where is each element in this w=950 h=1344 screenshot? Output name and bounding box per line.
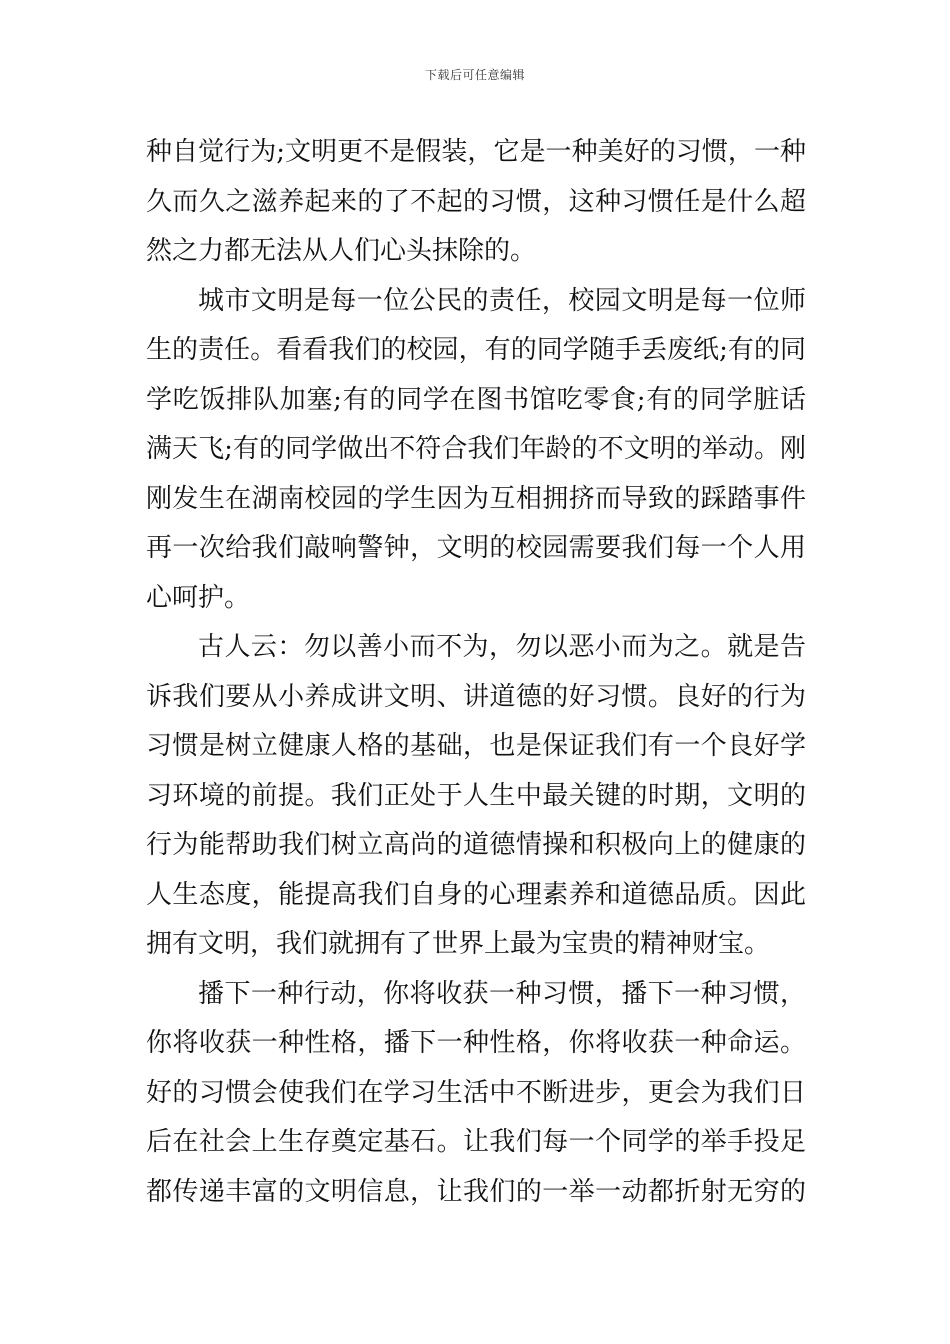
text-line: 满天飞;有的同学做出不符合我们年龄的不文明的举动。刚 [146, 434, 806, 464]
text-line: 种自觉行为;文明更不是假装，它是一种美好的习惯，一种 [146, 137, 806, 167]
text-line: 播下一种行动，你将收获一种习惯，播下一种习惯， [198, 978, 806, 1009]
page-header: 下载后可任意编辑 [424, 68, 525, 82]
text-line: 习环境的前提。我们正处于人生中最关键的时期，文明的 [146, 780, 806, 811]
text-line: 久而久之滋养起来的了不起的习惯，这种习惯任是什么超 [146, 186, 806, 217]
text-line: 习惯是树立健康人格的基础，也是保证我们有一个良好学 [146, 731, 806, 761]
text-line: 城市文明是每一位公民的责任，校园文明是每一位师 [198, 285, 806, 316]
text-line: 然之力都无法从人们心头抹除的。 [146, 236, 537, 266]
document-body [146, 128, 806, 1217]
text-line: 好的习惯会使我们在学习生活中不断进步，更会为我们日 [146, 1077, 806, 1108]
text-line: 刚发生在湖南校园的学生因为互相拥挤而导致的踩踏事件 [146, 483, 806, 514]
text-line: 生的责任。看看我们的校园，有的同学随手丢废纸;有的同 [146, 335, 806, 365]
paragraph [146, 277, 806, 624]
text-line: 诉我们要从小养成讲文明、讲道德的好习惯。良好的行为 [146, 681, 806, 712]
paragraph [146, 128, 806, 277]
text-line: 古人云：勿以善小而不为，勿以恶小而为之。就是告 [198, 632, 806, 662]
text-line: 后在社会上生存奠定基石。让我们每一个同学的举手投足 [146, 1127, 806, 1157]
paragraph [146, 623, 806, 970]
text-line: 都传递丰富的文明信息，让我们的一举一动都折射无穷的 [146, 1176, 806, 1207]
text-line: 心呵护。 [146, 582, 251, 613]
text-line: 行为能帮助我们树立高尚的道德情操和积极向上的健康的 [146, 830, 806, 860]
text-line: 你将收获一种性格，播下一种性格，你将收获一种命运。 [146, 1028, 806, 1058]
text-line: 拥有文明，我们就拥有了世界上最为宝贵的精神财宝。 [146, 929, 771, 959]
text-line: 学吃饭排队加塞;有的同学在图书馆吃零食;有的同学脏话 [146, 384, 806, 415]
text-line: 人生态度，能提高我们自身的心理素养和道德品质。因此 [146, 879, 806, 910]
text-line: 再一次给我们敲响警钟，文明的校园需要我们每一个人用 [146, 533, 806, 563]
paragraph [146, 970, 806, 1218]
